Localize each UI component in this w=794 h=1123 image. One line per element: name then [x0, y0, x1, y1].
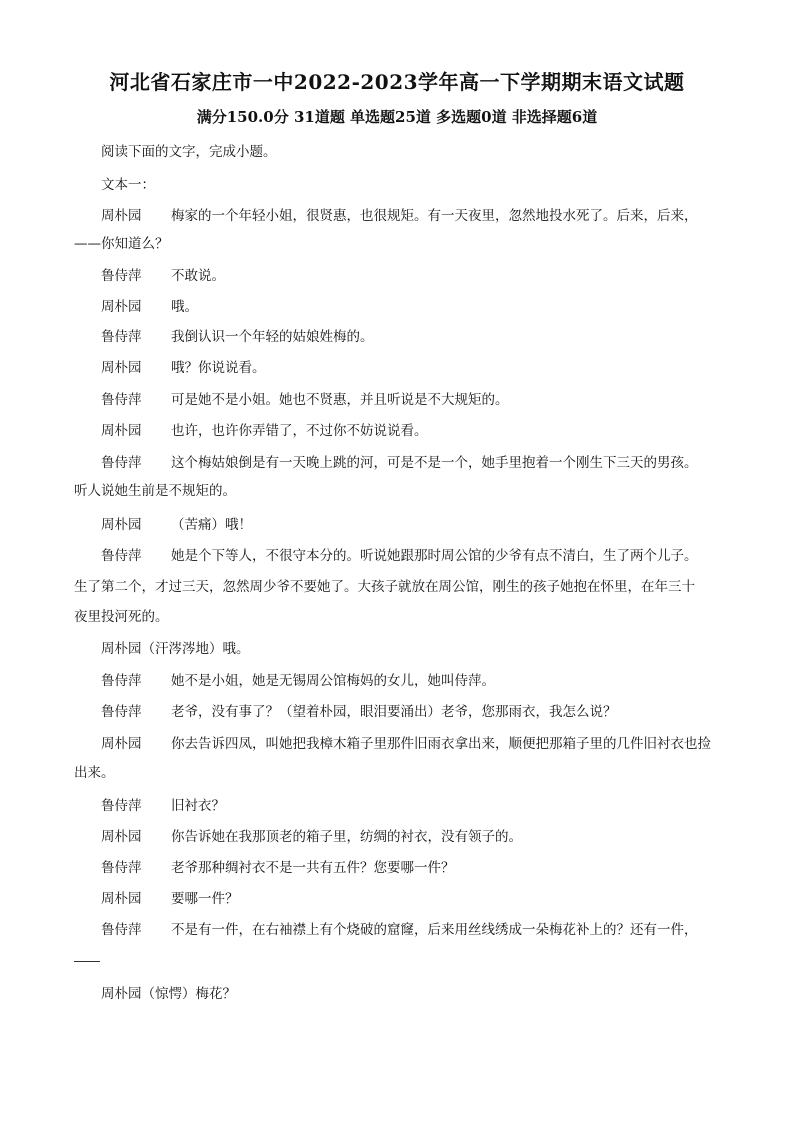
dialogue-text: 哦。	[171, 299, 198, 315]
speaker: 周朴园	[101, 517, 142, 533]
speaker: 周朴园	[101, 423, 142, 439]
dialogue-text: 也许，也许你弄错了，不过你不妨说说看。	[171, 423, 428, 439]
dialogue-line	[101, 859, 455, 877]
dialogue-line	[101, 921, 698, 939]
dialogue-line: 周朴园（汗涔涔地）哦。	[101, 641, 250, 657]
dialogue-text: 哦？你说说看。	[171, 360, 266, 376]
dialogue-line	[101, 328, 374, 346]
dialogue-text: 老爷，没有事了？（望着朴园，眼泪要涌出）老爷，您那雨衣，我怎么说？	[171, 704, 617, 720]
dialogue-text: 她是个下等人，不很守本分的。听说她跟那时周公馆的少爷有点不清白，生了两个儿子。	[171, 548, 698, 564]
speaker: 周朴园	[101, 299, 142, 315]
dialogue-text: （苦痛）哦！	[171, 517, 252, 533]
speaker: 鲁侍萍	[101, 798, 142, 814]
speaker: 鲁侍萍	[101, 673, 142, 689]
speaker: 鲁侍萍	[101, 860, 142, 876]
page-title: 河北省石家庄市一中2022-2023学年高一下学期期末语文试题	[109, 70, 685, 94]
speaker: 鲁侍萍	[101, 548, 142, 564]
dialogue-text: 她不是小姐，她是无锡周公馆梅妈的女儿，她叫侍萍。	[171, 673, 495, 689]
dialogue-text: 不敢说。	[171, 268, 225, 284]
dialogue-text: 我倒认识一个年轻的姑娘姓梅的。	[171, 329, 374, 345]
dialogue-line	[101, 298, 198, 316]
dialogue-line	[101, 267, 225, 285]
dialogue-continuation: 生了第二个，才过三天，忽然周少爷不要她了。大孩子就放在周公馆，刚生的孩子她抱在怀里，在年三十	[74, 579, 695, 595]
dialogue-line	[101, 797, 225, 815]
dialogue-text: 可是她不是小姐。她也不贤惠，并且听说是不大规矩的。	[171, 392, 509, 408]
dialogue-line	[101, 454, 698, 472]
text-label: 文本一：	[101, 177, 155, 193]
speaker: 周朴园	[101, 736, 142, 752]
speaker: 鲁侍萍	[101, 329, 142, 345]
dialogue-text: 老爷那种绸衬衣不是一共有五件？您要哪一件？	[171, 860, 455, 876]
dialogue-line	[101, 359, 266, 377]
dialogue-line	[101, 391, 509, 409]
dialogue-text: 你告诉她在我那顶老的箱子里，纺绸的衬衣，没有领子的。	[171, 829, 522, 845]
speaker: 鲁侍萍	[101, 268, 142, 284]
speaker: 周朴园	[101, 208, 142, 224]
speaker: 周朴园	[101, 891, 142, 907]
dialogue-text: 旧衬衣？	[171, 798, 225, 814]
dialogue-text: 你去告诉四凤，叫她把我樟木箱子里那件旧雨衣拿出来，顺便把那箱子里的几件旧衬衣也捡	[171, 736, 711, 752]
dialogue-line	[101, 672, 495, 690]
speaker: 鲁侍萍	[101, 704, 142, 720]
dialogue-line	[101, 890, 239, 908]
speaker: 鲁侍萍	[101, 455, 142, 471]
dialogue-continuation: 听人说她生前是不规矩的。	[74, 483, 236, 499]
dialogue-line	[101, 516, 252, 534]
speaker: 鲁侍萍	[101, 392, 142, 408]
speaker: 周朴园	[101, 360, 142, 376]
dialogue-text: 这个梅姑娘倒是有一天晚上跳的河，可是不是一个，她手里抱着一个刚生下三天的男孩。	[171, 455, 698, 471]
dialogue-line	[101, 547, 698, 565]
dialogue-line	[101, 422, 428, 440]
dialogue-line	[101, 703, 617, 721]
speaker: 周朴园	[101, 829, 142, 845]
dialogue-line	[101, 207, 698, 225]
dialogue-text: 要哪一件？	[171, 891, 239, 907]
dialogue-line	[101, 828, 522, 846]
instruction-text: 阅读下面的文字，完成小题。	[101, 144, 277, 160]
dialogue-continuation: 夜里投河死的。	[74, 609, 169, 625]
dialogue-text: 梅家的一个年轻小姐，很贤惠，也很规矩。有一天夜里，忽然地投水死了。后来，后来，	[171, 208, 698, 224]
dialogue-text: 不是有一件，在右袖襟上有个烧破的窟窿，后来用丝线绣成一朵梅花补上的？还有一件，	[171, 922, 698, 938]
dash-mark	[74, 961, 100, 962]
exam-summary: 满分150.0分 31道题 单选题25道 多选题0道 非选择题6道	[196, 108, 598, 126]
speaker: 鲁侍萍	[101, 922, 142, 938]
dialogue-continuation: ——你知道么？	[74, 236, 169, 252]
dialogue-line: 周朴园（惊愕）梅花？	[101, 986, 236, 1002]
dialogue-continuation: 出来。	[74, 765, 115, 781]
dialogue-line	[101, 735, 711, 753]
